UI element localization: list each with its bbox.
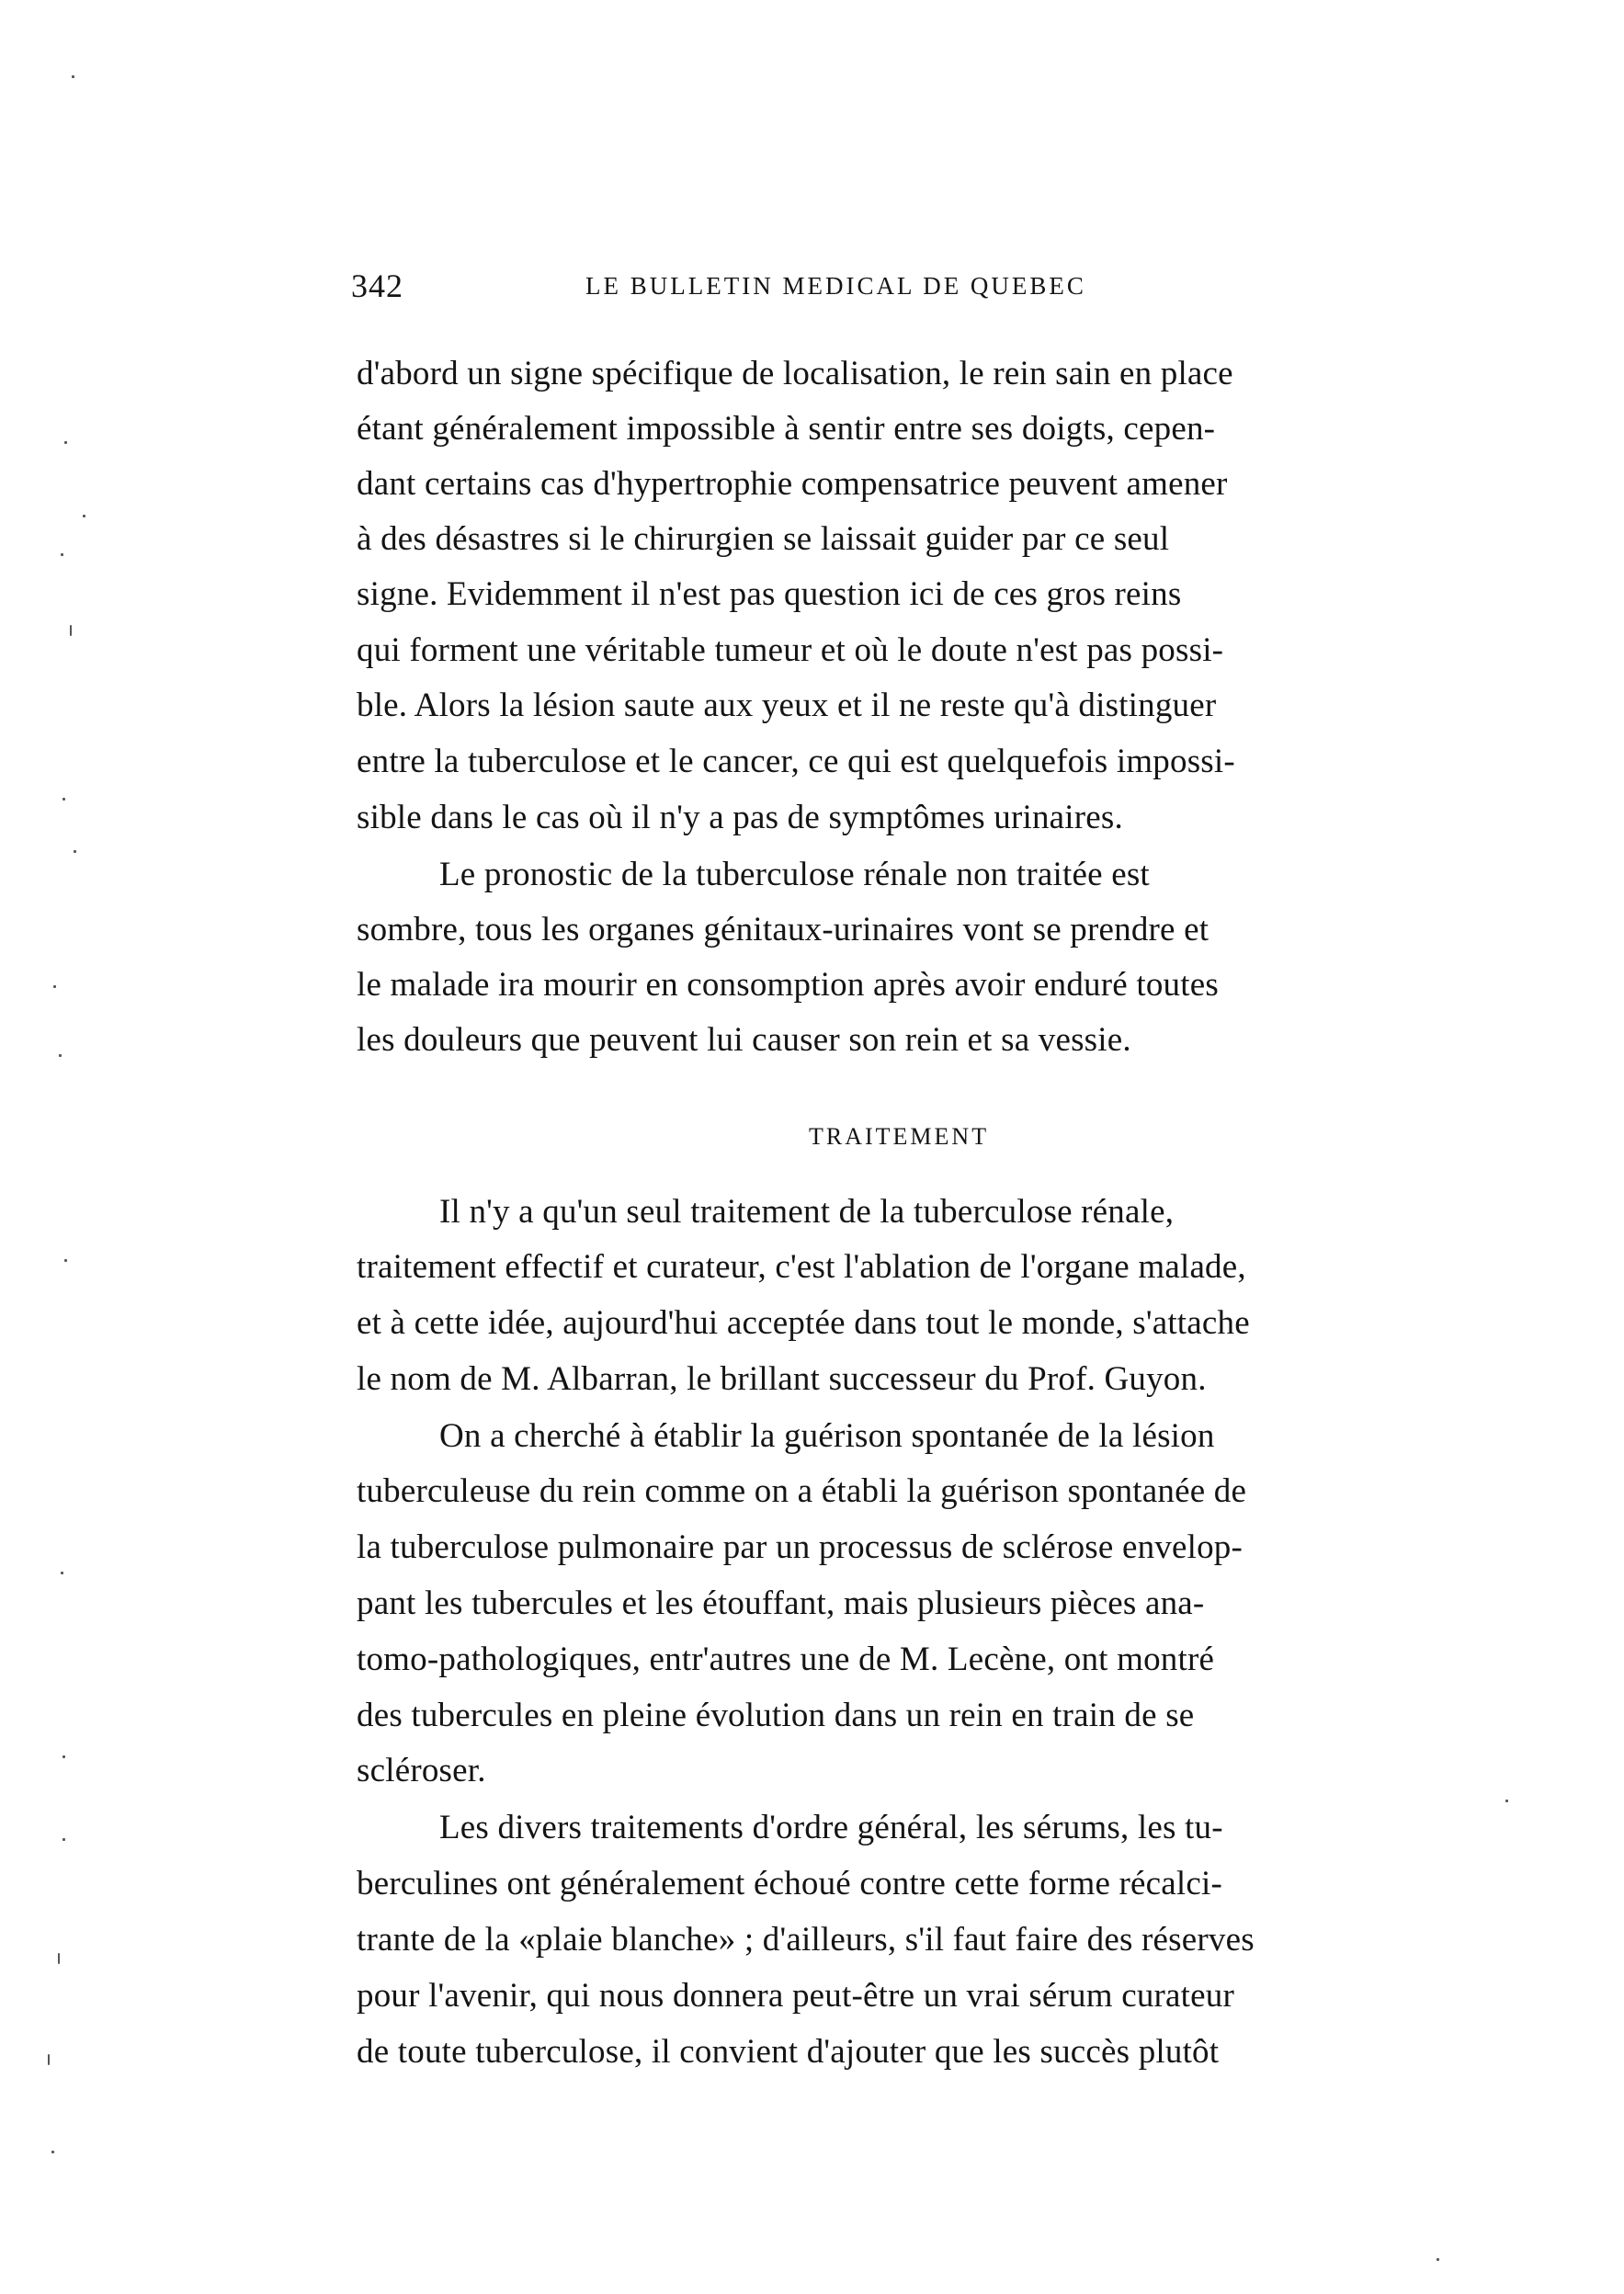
section-heading-traitement: TRAITEMENT — [809, 1123, 990, 1150]
paragraph-3-line-4: le nom de M. Albarran, le brillant successeur du Prof. Guyon. — [357, 1360, 1207, 1398]
paragraph-2-line-3: le malade ira mourir en consomption après avoir enduré toutes — [357, 966, 1219, 1004]
paragraph-4-line-5: tomo-pathologiques, entr'autres une de M. Lecène, ont montré — [357, 1641, 1215, 1678]
paragraph-2-line-1: Le pronostic de la tuberculose rénale non traitée est — [439, 856, 1150, 893]
paragraph-2-line-2: sombre, tous les organes génitaux-urinaires vont se prendre et — [357, 911, 1209, 948]
paragraph-1-line-7: ble. Alors la lésion saute aux yeux et il ne reste qu'à distinguer — [357, 687, 1217, 724]
paragraph-4-line-6: des tubercules en pleine évolution dans un rein en train de se — [357, 1697, 1195, 1734]
paragraph-4-line-7: scléroser. — [357, 1752, 486, 1789]
paragraph-4-line-4: pant les tubercules et les étouffant, mais plusieurs pièces ana- — [357, 1584, 1205, 1622]
paragraph-1-line-1: d'abord un signe spécifique de localisation, le rein sain en place — [357, 355, 1233, 392]
page-number: 342 — [351, 267, 403, 304]
paragraph-5-line-5: de toute tuberculose, il convient d'ajouter que les succès plutôt — [357, 2033, 1220, 2071]
paragraph-3-line-1: Il n'y a qu'un seul traitement de la tuberculose rénale, — [439, 1193, 1175, 1231]
paragraph-1-line-4: à des désastres si le chirurgien se laissait guider par ce seul — [357, 520, 1170, 558]
paragraph-5-line-1: Les divers traitements d'ordre général, les sérums, les tu- — [439, 1809, 1223, 1846]
paragraph-3-line-2: traitement effectif et curateur, c'est l'ablation de l'organe malade, — [357, 1248, 1246, 1286]
paragraph-1-line-8: entre la tuberculose et le cancer, ce qui est quelquefois impossi- — [357, 743, 1235, 780]
scan-margin-specks — [17, 0, 81, 2294]
running-title: LE BULLETIN MEDICAL DE QUEBEC — [585, 272, 1086, 300]
paragraph-2-line-4: les douleurs que peuvent lui causer son rein et sa vessie. — [357, 1021, 1131, 1059]
paragraph-4-line-3: la tuberculose pulmonaire par un processus de sclérose envelop- — [357, 1528, 1243, 1566]
paragraph-5-line-2: berculines ont généralement échoué contre cette forme récalci- — [357, 1865, 1223, 1902]
paragraph-1-line-3: dant certains cas d'hypertrophie compensatrice peuvent amener — [357, 465, 1228, 503]
paragraph-1-line-6: qui forment une véritable tumeur et où le doute n'est pas possi- — [357, 631, 1224, 669]
paragraph-1-line-5: signe. Evidemment il n'est pas question ici de ces gros reins — [357, 575, 1182, 613]
paragraph-5-line-4: pour l'avenir, qui nous donnera peut-être un vrai sérum curateur — [357, 1977, 1234, 2015]
paragraph-4-line-2: tuberculeuse du rein comme on a établi la guérison spontanée de — [357, 1472, 1247, 1510]
paragraph-3-line-3: et à cette idée, aujourd'hui acceptée dans tout le monde, s'attache — [357, 1304, 1250, 1342]
page-header — [351, 267, 1275, 312]
paragraph-5-line-3: trante de la «plaie blanche» ; d'ailleurs, s'il faut faire des réserves — [357, 1921, 1255, 1959]
paragraph-4-line-1: On a cherché à établir la guérison spontanée de la lésion — [439, 1417, 1215, 1455]
paragraph-1-line-2: étant généralement impossible à sentir entre ses doigts, cepen- — [357, 410, 1216, 448]
paragraph-1-line-9: sible dans le cas où il n'y a pas de symptômes urinaires. — [357, 799, 1123, 836]
